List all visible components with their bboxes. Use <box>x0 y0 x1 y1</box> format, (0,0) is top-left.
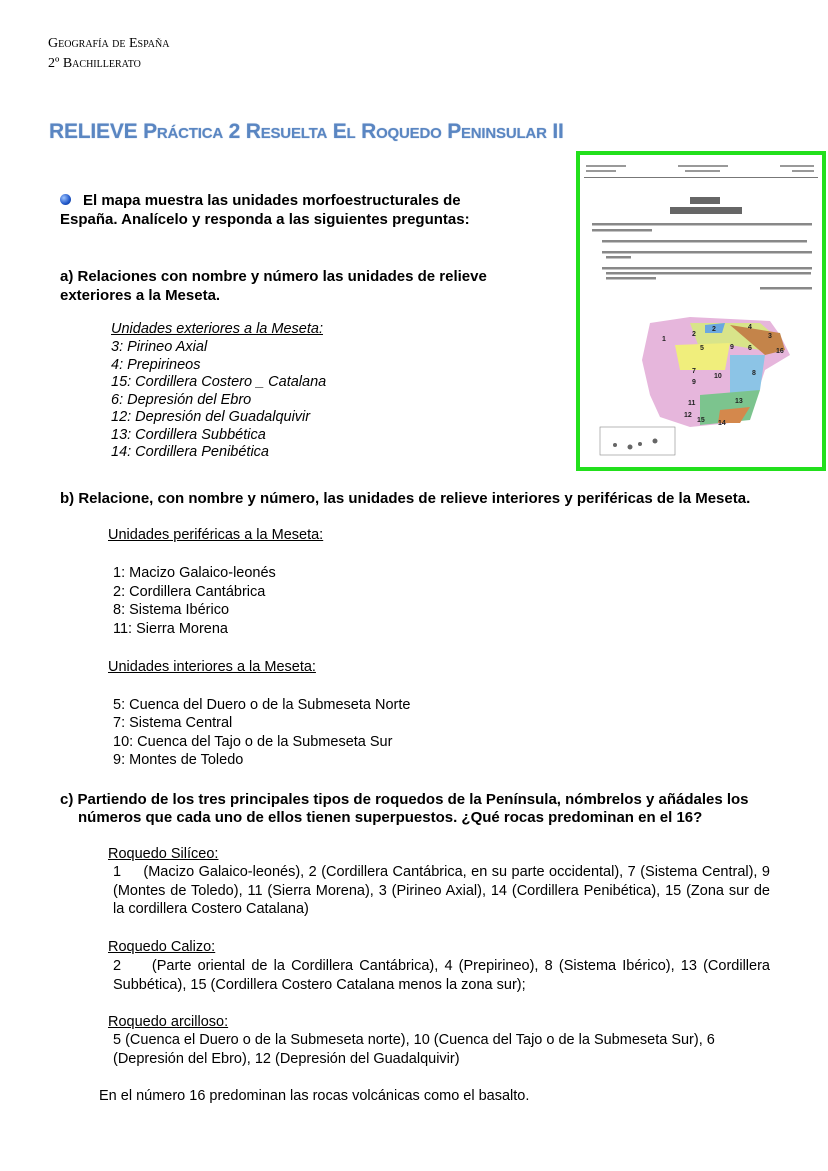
map-number: 16 <box>776 348 784 355</box>
map-number: 3 <box>768 333 772 340</box>
map-number: 10 <box>714 373 722 380</box>
intro-line1 <box>60 192 461 209</box>
list-item: 1: Macizo Galaico-leonés <box>113 565 276 581</box>
arcilloso-text: 5 (Cuenca el Duero o de la Submeseta norte), 10 (Cuenca del Tajo o de la Submeseta Sur), 6 (Depresión del Ebro), 12 (Depresión del Guadalquivir) <box>113 1032 715 1067</box>
page-title: RELIEVE Práctica 2 Resuelta El Roquedo Peninsular II <box>49 120 564 143</box>
map-number: 14 <box>718 420 726 427</box>
list-item: 2: Cordillera Cantábrica <box>113 584 266 600</box>
list-item: 7: Sistema Central <box>113 715 233 731</box>
list-item: 14: Cordillera Penibética <box>111 444 269 460</box>
question-c-line2: números que cada uno de ellos tienen superpuestos. ¿Qué rocas predominan en el 16? <box>78 809 703 826</box>
list-item: 3: Pirineo Axial <box>111 339 208 355</box>
question-b: b) Relacione, con nombre y número, las unidades de relieve interiores y periféricas de la Meseta. <box>60 490 751 507</box>
map-number: 2 <box>712 326 716 333</box>
siliceo-text: 1 (Macizo Galaico-leonés), 2 (Cordillera Cantábrica, en su parte occidental), 7 (Sistema Central), 9 (Montes de Toledo), 11 (Sierra Morena), 3 (Pirineo Axial), 14 (Cordillera Penibética), 15 (Zona sur de la cordillera Costero Catalana) <box>113 864 775 917</box>
peripheral-units-heading: Unidades periféricas a la Meseta: <box>108 527 324 543</box>
map-number: 2 <box>692 331 696 338</box>
list-item: 10: Cuenca del Tajo o de la Submeseta Sur <box>113 734 393 750</box>
list-item: 6: Depresión del Ebro <box>111 392 252 408</box>
arcilloso-heading: Roquedo arcilloso: <box>108 1014 229 1030</box>
question-a-line1: a) Relaciones con nombre y número las unidades de relieve <box>60 268 487 285</box>
map-number: 5 <box>700 345 704 352</box>
list-item: 11: Sierra Morena <box>113 621 228 637</box>
list-item: 13: Cordillera Subbética <box>111 427 266 443</box>
bullet-icon <box>60 194 71 205</box>
list-item: 9: Montes de Toledo <box>113 752 244 768</box>
intro-text: El mapa muestra las unidades morfoestructurales de <box>83 192 461 209</box>
thumbnail-svg <box>580 155 822 467</box>
interior-units-heading: Unidades interiores a la Meseta: <box>108 659 316 675</box>
map-number: 7 <box>692 368 696 375</box>
intro-line2: España. Analícelo y responda a las siguientes preguntas: <box>60 211 470 228</box>
course-header-line1: Geografía de España <box>48 36 170 51</box>
question-c-line1: c) Partiendo de los tres principales tipos de roquedos de la Península, nómbrelos y añádales los <box>60 791 749 808</box>
map-number: 9 <box>730 344 734 351</box>
list-item: 8: Sistema Ibérico <box>113 602 230 618</box>
exterior-units-heading: Unidades exteriores a la Meseta: <box>111 321 323 337</box>
map-number: 11 <box>688 400 696 407</box>
map-number: 15 <box>697 417 705 424</box>
siliceo-heading: Roquedo Silíceo: <box>108 846 219 862</box>
map-number: 8 <box>752 370 756 377</box>
map-number: 12 <box>684 412 692 419</box>
calizo-heading: Roquedo Calizo: <box>108 939 216 955</box>
answer-16: En el número 16 predominan las rocas volcánicas como el basalto. <box>99 1088 530 1104</box>
map-number: 13 <box>735 398 743 405</box>
course-header-line2: 2º Bachillerato <box>48 56 141 71</box>
list-item: 15: Cordillera Costero _ Catalana <box>111 374 327 390</box>
exercise-thumbnail-image <box>576 151 826 471</box>
list-item: 4: Prepirineos <box>111 357 201 373</box>
calizo-text: 2 (Parte oriental de la Cordillera Cantábrica), 4 (Prepirineo), 8 (Sistema Ibérico), 13 (Cordillera Subbética), 15 (Cordillera Costero Catalana menos la zona sur); <box>113 958 775 993</box>
map-number: 4 <box>748 324 752 331</box>
map-number: 6 <box>748 345 752 352</box>
list-item: 5: Cuenca del Duero o de la Submeseta Norte <box>113 697 411 713</box>
map-number: 9 <box>692 379 696 386</box>
question-a-line2: exteriores a la Meseta. <box>60 287 221 304</box>
list-item: 12: Depresión del Guadalquivir <box>111 409 311 425</box>
map-number: 1 <box>662 336 666 343</box>
